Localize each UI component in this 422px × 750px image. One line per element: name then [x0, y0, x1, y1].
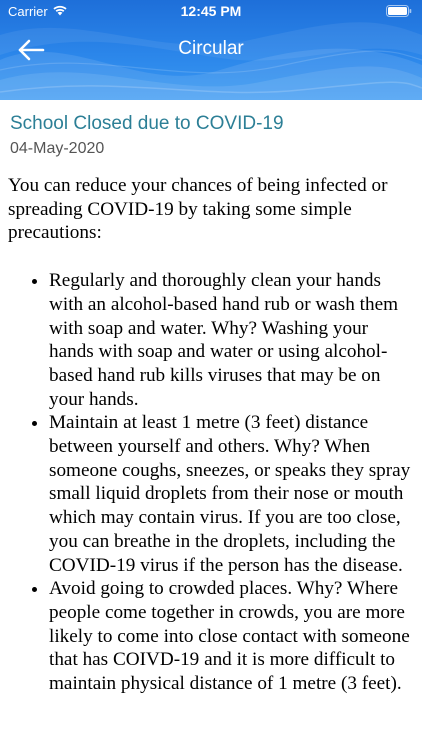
circular-body — [8, 174, 414, 696]
circular-title: School Closed due to COVID-19 — [10, 113, 284, 134]
intro-paragraph: You can reduce your chances of being infected or spreading COVID-19 by taking some simple precautions: — [8, 175, 388, 244]
status-time: 12:45 PM — [180, 3, 242, 19]
page-title: Circular — [178, 38, 244, 59]
status-bar — [0, 0, 422, 22]
header — [0, 0, 422, 100]
precautions-list — [8, 269, 414, 696]
circular-date: 04-May-2020 — [10, 140, 105, 157]
list-item: • Avoid going to crowded places. Why? Where people come together in crowds, you are more likely to come into close contact with someone that has COIVD-19 and it is more difficult to maintain physical distance of 1 metre (3 feet). — [49, 577, 414, 696]
list-item: • Maintain at least 1 metre (3 feet) distance between yourself and others. Why? When someone coughs, sneezes, or speaks they spray small liquid droplets from their nose or mouth which may contain virus. If you are too close, you can breathe in the droplets, including the COVID-19 virus if the person has the disease. — [49, 411, 414, 577]
battery-full-icon — [386, 5, 412, 20]
nav-bar — [0, 22, 422, 78]
carrier-label: Carrier — [8, 4, 48, 19]
list-item: • Regularly and thoroughly clean your hands with an alcohol-based hand rub or wash them with soap and water. Why? Washing your hands with soap and water or using alcohol-based hand rub kills viruses that may be on your hands. — [49, 269, 414, 411]
circular-content[interactable] — [0, 100, 422, 750]
